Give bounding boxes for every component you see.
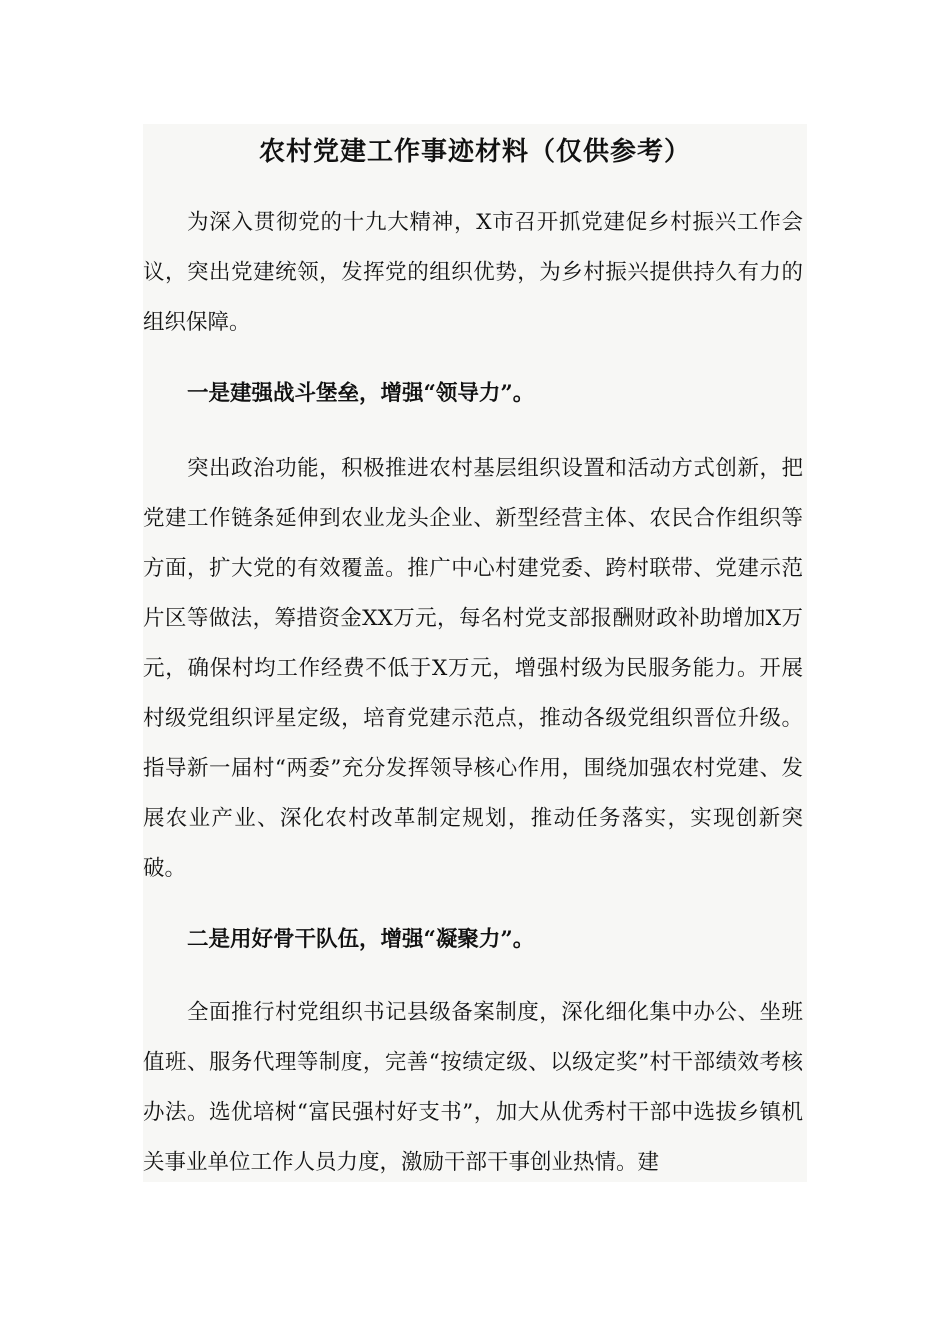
- section-heading-1: 一是建强战斗堡垒，增强“领导力”。: [187, 381, 535, 406]
- section-body-2: 全面推行村党组织书记县级备案制度，深化细化集中办公、坐班值班、服务代理等制度，完善“按绩定级、以级定奖”村干部绩效考核办法。选优培树“富民强村好支书”，加大从优秀村干部中选拔乡镇机关事业单位工作人员力度，激励干部干事创业热情。建: [143, 1000, 803, 1175]
- section-heading-2: 二是用好骨干队伍，增强“凝聚力”。: [187, 927, 535, 952]
- intro-paragraph: 为深入贯彻党的十九大精神，X市召开抓党建促乡村振兴工作会议，突出党建统领，发挥党的组织优势，为乡村振兴提供持久有力的组织保障。: [143, 210, 803, 335]
- section-body-1: 突出政治功能，积极推进农村基层组织设置和活动方式创新，把党建工作链条延伸到农业龙头企业、新型经营主体、农民合作组织等方面，扩大党的有效覆盖。推广中心村建党委、跨村联带、党建示范片区等做法，筹措资金XX万元，每名村党支部报酬财政补助增加X万元，确保村均工作经费不低于X万元，增强村级为民服务能力。开展村级党组织评星定级，培育党建示范点，推动各级党组织晋位升级。指导新一届村“两委”充分发挥领导核心作用，围绕加强农村党建、发展农业产业、深化农村改革制定规划，推动任务落实，实现创新突破。: [143, 456, 803, 881]
- document-title: 农村党建工作事迹材料（仅供参考）: [258, 137, 691, 167]
- document-page: [143, 124, 807, 1182]
